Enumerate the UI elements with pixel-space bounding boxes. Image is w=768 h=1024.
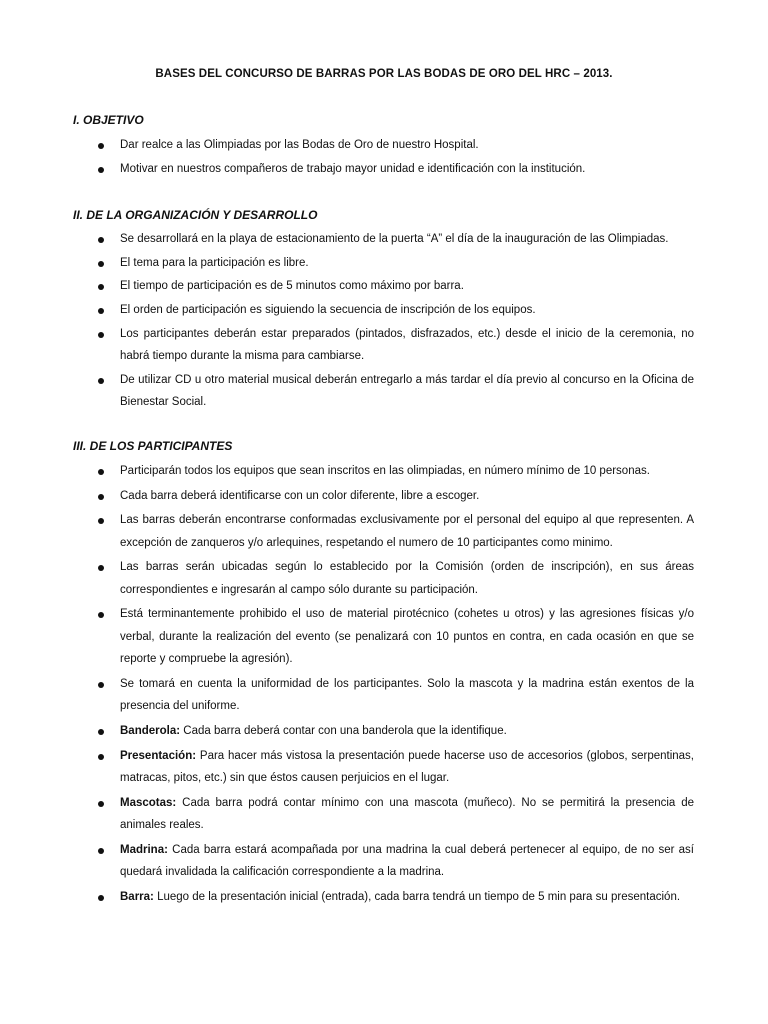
list-item [0, 323, 768, 368]
bullet-icon [98, 848, 104, 854]
list-item [0, 673, 768, 718]
item-label: Mascotas: [120, 796, 177, 809]
participantes-list [0, 460, 768, 911]
item-text: Cada barra podrá contar mínimo con una mascota (muñeco). No se permitirá la presencia de animales reales. [120, 796, 694, 832]
item-text: Se desarrollará en la playa de estacionamiento de la puerta “A” el día de la inauguración de las Olimpiadas. [120, 233, 669, 245]
list-item [0, 603, 768, 671]
item-label: Barra: [120, 890, 154, 903]
item-text: Cada barra estará acompañada por una madrina la cual deberá pertenecer al equipo, de no ser así quedará invalidada la calificación correspondiente a la madrina. [120, 843, 695, 879]
list-item [0, 792, 768, 837]
bullet-icon [98, 378, 104, 384]
bullet-icon [98, 754, 104, 760]
item-text: Motivar en nuestros compañeros de trabajo mayor unidad e identificación con la institución. [120, 163, 586, 175]
item-label: Banderola: [120, 725, 181, 738]
item-text: Participarán todos los equipos que sean inscritos en las olimpiadas, en número mínimo de 10 personas. [120, 465, 650, 477]
list-item [0, 485, 768, 508]
list-item [0, 369, 768, 414]
bullet-icon [98, 332, 104, 338]
list-item [0, 228, 768, 251]
list-item [0, 886, 768, 909]
item-text: Dar realce a las Olimpiadas por las Bodas de Oro de nuestro Hospital. [120, 139, 479, 151]
item-text: Las barras serán ubicadas según lo establecido por la Comisión (orden de inscripción), en sus áreas correspondientes e ingresarán al campo sólo durante su participación. [120, 561, 694, 596]
list-item [0, 556, 768, 601]
bullet-icon [98, 261, 104, 267]
bullet-icon [98, 518, 104, 524]
document-title: BASES DEL CONCURSO DE BARRAS POR LAS BODAS DE ORO DEL HRC – 2013. [155, 68, 613, 80]
item-text: Luego de la presentación inicial (entrada), cada barra tendrá un tiempo de 5 min para su presentación. [157, 890, 681, 903]
section-heading-objetivo: I. OBJETIVO [73, 113, 144, 127]
item-text: Para hacer más vistosa la presentación puede hacerse uso de accesorios (globos, serpentinas, matracas, pitos, etc.) sin que éstos causen perjuicios en el lugar. [120, 749, 694, 785]
bullet-icon [98, 895, 104, 901]
item-text: El orden de participación es siguiendo la secuencia de inscripción de los equipos. [120, 304, 536, 317]
list-item [0, 299, 768, 322]
objetivo-list [0, 134, 768, 182]
bullet-icon [98, 167, 104, 173]
item-text: Las barras deberán encontrarse conformadas exclusivamente por el personal del equipo al que representen. A excepción de zanqueros y/o arlequines, respetando el numero de 10 participantes como minimo. [120, 514, 694, 549]
list-item [0, 275, 768, 298]
list-item [0, 720, 768, 743]
section-heading-participantes: III. DE LOS PARTICIPANTES [73, 439, 233, 453]
bullet-icon [98, 308, 104, 314]
bullet-icon [98, 494, 104, 500]
bullet-icon [98, 237, 104, 243]
item-label: Presentación: [120, 749, 197, 762]
bullet-icon [98, 469, 104, 475]
bullet-icon [98, 729, 104, 735]
item-text: El tema para la participación es libre. [120, 256, 309, 269]
item-text: Está terminantemente prohibido el uso de material pirotécnico (cohetes u otros) y las agresiones físicas y/o verbal, durante la realización del evento (se penalizará con 10 puntos en contra, en cada ocasión en que se reporte y compruebe la agresión). [120, 608, 694, 666]
bullet-icon [98, 565, 104, 571]
bullet-icon [98, 143, 104, 149]
list-item [0, 745, 768, 790]
list-item [0, 509, 768, 554]
list-item [0, 158, 768, 181]
organizacion-list [0, 228, 768, 415]
bullet-icon [98, 284, 104, 290]
list-item [0, 252, 768, 275]
item-text: El tiempo de participación es de 5 minutos como máximo por barra. [120, 280, 464, 293]
item-label: Madrina: [120, 843, 168, 856]
list-item [0, 460, 768, 483]
bullet-icon [98, 612, 104, 618]
list-item [0, 839, 768, 884]
section-heading-organizacion: II. DE LA ORGANIZACIÓN Y DESARROLLO [73, 208, 318, 222]
bullet-icon [98, 682, 104, 688]
item-text: De utilizar CD u otro material musical deberán entregarlo a más tardar el día previo al concurso en la Oficina de Bienestar Social. [120, 373, 694, 409]
item-text: Cada barra deberá contar con una banderola que la identifique. [183, 725, 507, 738]
bullet-icon [98, 801, 104, 807]
list-item [0, 134, 768, 157]
item-text: Cada barra deberá identificarse con un color diferente, libre a escoger. [120, 489, 480, 502]
item-text: Los participantes deberán estar preparados (pintados, disfrazados, etc.) desde el inicio de la ceremonia, no habrá tiempo durante la misma para cambiarse. [120, 327, 694, 363]
item-text: Se tomará en cuenta la uniformidad de los participantes. Solo la mascota y la madrina están exentos de la presencia del uniforme. [120, 677, 694, 713]
